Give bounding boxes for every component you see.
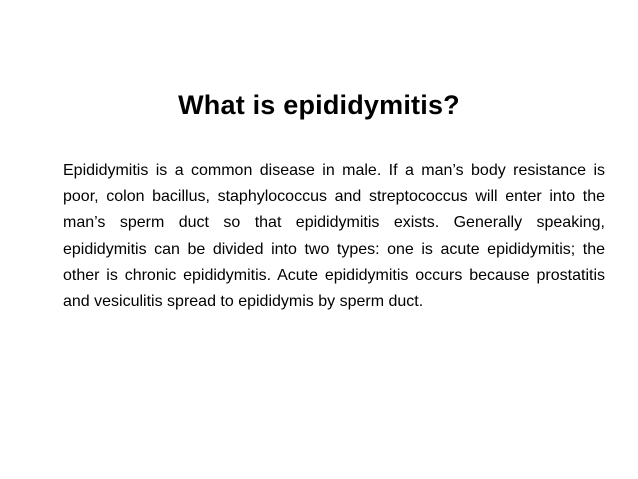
slide-body-paragraph: Epididymitis is a common disease in male. If a man’s body resistance is poor, colon bacillus, staphylococcus and streptococcus will enter into the man’s sperm duct so that epididymitis exists. Generally speaking, epididymitis can be divided into two types: one is acute epididymitis; the other is chronic epididymitis. Acute epididymitis occurs because prostatitis and vesiculitis spread to epididymis by sperm duct. — [63, 162, 605, 311]
slide-title: What is epididymitis? — [178, 90, 460, 120]
